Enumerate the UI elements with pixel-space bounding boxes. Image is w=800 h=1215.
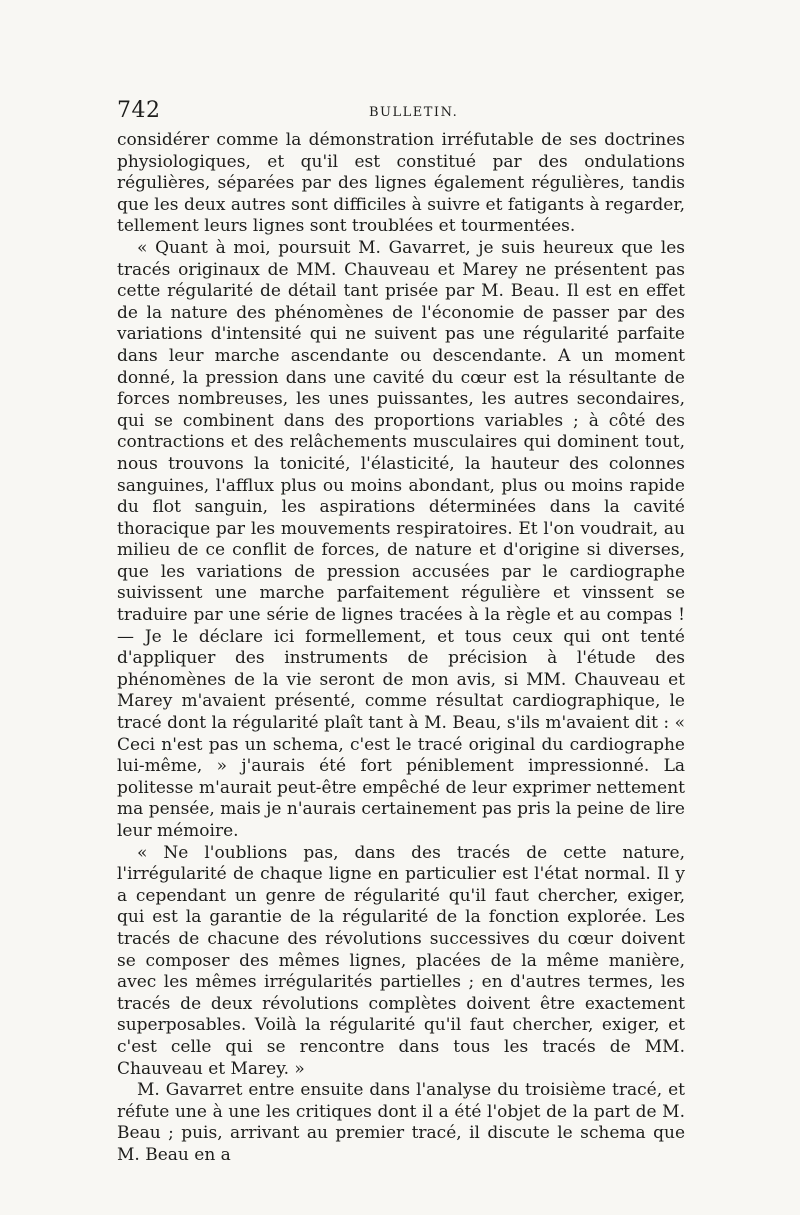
paragraph-gavarret-quote: « Quant à moi, poursuit M. Gavarret, je suis heureux que les tracés originaux de MM. Chauveau et Marey ne présentent pas cette régularité de détail tant prisée par M. Beau. Il est en effet de la nature des phénomènes de l'économie de passer par des variations d'intensité qui ne suivent pas une régularité parfaite dans leur marche ascendante ou descendante. A un moment donné, la pression dans une cavité du cœur est la résultante de forces nombreuses, les unes puissantes, les autres secondaires, qui se combinent dans des proportions variables ; à côté des contractions et des relâchements musculaires qui dominent tout, nous trouvons la tonicité, l'élasticité, la hauteur des colonnes sanguines, l'afflux plus ou moins abondant, plus ou moins rapide du flot sanguin, les aspirations déterminées dans la cavité thoracique par les mouvements respiratoires. Et l'on voudrait, au milieu de ce conflit de forces, de nature et d'origine si diverses, que les variations de pression accusées par le cardiographe suivissent une marche parfaitement régulière et vinssent se traduire par une série de lignes tracées à la règle et au compas ! — Je le déclare ici formellement, et tous ceux qui ont tenté d'appliquer des instruments de précision à l'étude des phénomènes de la vie seront de mon avis, si MM. Chauveau et Marey m'avaient présenté, comme résultat cardiographique, le tracé dont la régularité plaît tant à M. Beau, s'ils m'avaient dit : « Ceci n'est pas un schema, c'est le tracé original du cardiographe lui-même, » j'aurais été fort péniblement impressionné. La politesse m'aurait peut-être empêché de leur exprimer nettement ma pensée, mais je n'aurais certainement pas pris la peine de lire leur mémoire. xyxy=(117,237,685,841)
paragraph-regularity: « Ne l'oublions pas, dans des tracés de cette nature, l'irrégularité de chaque ligne en particulier est l'état normal. Il y a cependant un genre de régularité qu'il faut chercher, exiger, qui est la garantie de la régularité de la fonction explorée. Les tracés de chacune des révolutions successives du cœur doivent se composer des mêmes lignes, placées de la même manière, avec les mêmes irrégularités partielles ; en d'autres termes, les tracés de deux révolutions complètes doivent être exactement superposables. Voilà la régularité qu'il faut chercher, exiger, et c'est celle qui se rencontre dans tous les tracés de MM. Chauveau et Marey. » xyxy=(117,842,685,1079)
paragraph-analysis: M. Gavarret entre ensuite dans l'analyse du troisième tracé, et réfute une à une les critiques dont il a été l'objet de la part de M. Beau ; puis, arrivant au premier tracé, il discute le schema que M. Beau en a xyxy=(117,1080,685,1165)
paragraph-continuation: considérer comme la démonstration irréfutable de ses doctrines physiologiques, et qu'il est constitué par des ondulations régulières, séparées par des lignes également régulières, tandis que les deux autres sont difficiles à suivre et fatigants à regarder, tellement leurs lignes sont troublées et tourmentées. xyxy=(117,130,685,237)
body-text xyxy=(117,130,685,1167)
page-header xyxy=(117,98,685,128)
page-number: 742 xyxy=(117,98,161,123)
running-head: BULLETIN. xyxy=(369,105,459,120)
